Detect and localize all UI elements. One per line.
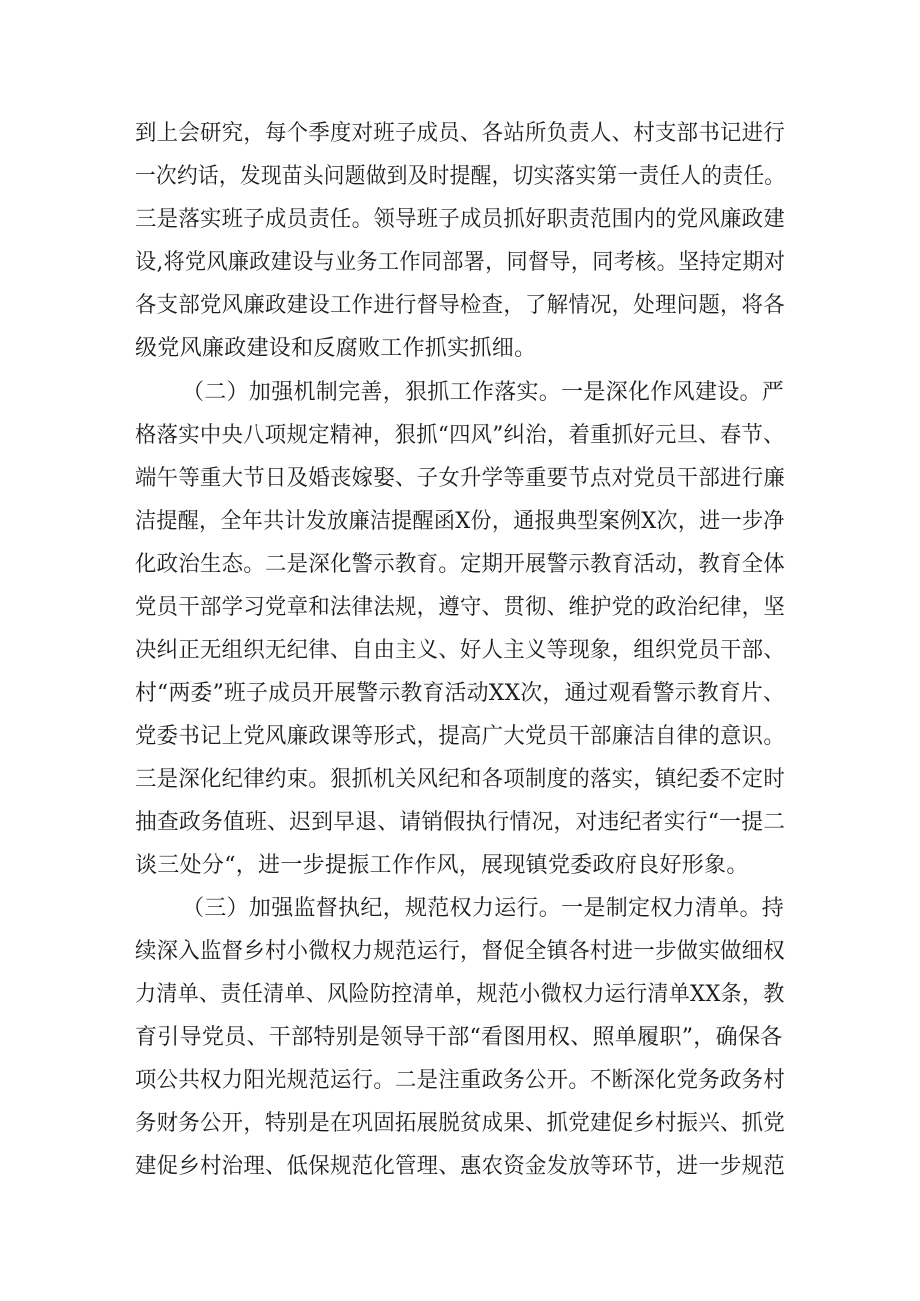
text-line: 三是深化纪律约束。狠抓机关风纪和各项制度的落实，镇纪委不定时 [135,767,786,792]
text-line: 谈三处分“，进一步提振工作作风，展现镇党委政府良好形象。 [135,853,749,878]
text-line: 育引导党员、干部特别是领导干部“看图用权、照单履职”，确保各 [135,1025,783,1050]
text-line: 项公共权力阳光规范运行。二是注重政务公开。不断深化党务政务村 [135,1068,786,1093]
text-line: 到上会研究，每个季度对班子成员、各站所负责人、村支部书记进行 [135,121,786,146]
text-line: 三是落实班子成员责任。领导班子成员抓好职责范围内的党风廉政建 [135,207,786,232]
text-line: 党员干部学习党章和法律法规，遵守、贯彻、维护党的政治纪律，坚 [135,595,786,620]
text-line: 化政治生态。二是深化警示教育。定期开展警示教育活动，教育全体 [135,552,786,577]
text-line: 格落实中央八项规定精神，狠抓“四风”纠治，着重抓好元旦、春节、 [135,423,785,448]
text-line: 村“两委”班子成员开展警示教育活动XX次，通过观看警示教育片、 [135,681,786,706]
text-line: 抽查政务值班、迟到早退、请销假执行情况，对违纪者实行“一提二 [135,810,786,835]
text-line: 端午等重大节日及婚丧嫁娶、子女升学等重要节点对党员干部进行廉 [135,466,786,491]
text-line: 设,将党风廉政建设与业务工作同部署，同督导，同考核。坚持定期对 [135,250,786,275]
text-line: 一次约话，发现苗头问题做到及时提醒，切实落实第一责任人的责任。 [135,164,786,189]
paragraph-heading-line: （三）加强监督执纪，规范权力运行。一是制定权力清单。持 [182,896,785,921]
text-line: 续深入监督乡村小微权力规范运行，督促全镇各村进一步做实做细权 [135,939,786,964]
text-line: 级党风廉政建设和反腐败工作抓实抓细。 [135,336,537,361]
text-line: 党委书记上党风廉政课等形式，提高广大党员干部廉洁自律的意识。 [135,724,786,749]
text-line: 决纠正无组织无纪律、自由主义、好人主义等现象，组织党员干部、 [135,638,786,663]
text-line: 力清单、责任清单、风险防控清单，规范小微权力运行清单XX条，教 [135,982,785,1007]
paragraph-heading-line: （二）加强机制完善，狠抓工作落实。一是深化作风建设。严 [182,380,785,405]
text-line: 各支部党风廉政建设工作进行督导检查，了解情况，处理问题，将各 [135,293,786,318]
text-line: 洁提醒，全年共计发放廉洁提醒函X份，通报典型案例X次，进一步净 [135,509,785,534]
text-line: 务财务公开，特别是在巩固拓展脱贫成果、抓党建促乡村振兴、抓党 [135,1111,786,1136]
text-line: 建促乡村治理、低保规范化管理、惠农资金发放等环节，进一步规范 [135,1154,786,1179]
